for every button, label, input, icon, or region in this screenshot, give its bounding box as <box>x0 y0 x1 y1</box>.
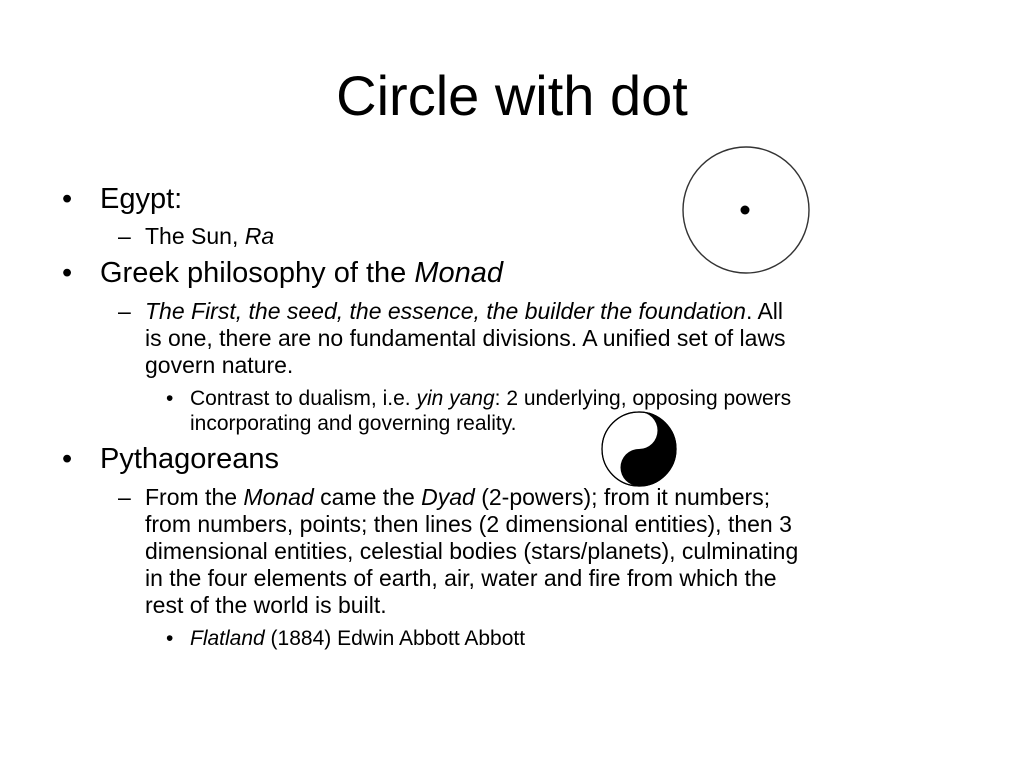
bullet-marker: • <box>166 387 174 410</box>
italic-text: The First, the seed, the essence, the builder the foundation <box>145 298 746 324</box>
dash-marker: – <box>118 223 131 249</box>
bullet-marker: • <box>62 443 73 475</box>
text: From the <box>145 484 244 510</box>
text: Greek philosophy of the <box>100 257 415 289</box>
bullet-text: Egypt: <box>100 183 183 215</box>
text-line <box>145 484 995 511</box>
slide-title: Circle with dot <box>336 64 688 127</box>
text: : 2 underlying, opposing powers <box>494 387 792 410</box>
text-line: from numbers, points; then lines (2 dimensional entities), then 3 <box>145 511 792 537</box>
text: (1884) Edwin Abbott Abbott <box>264 627 526 650</box>
sub-sub-bullet-text <box>190 386 990 436</box>
bullet-text <box>100 256 503 290</box>
sub-bullet-text <box>145 298 965 379</box>
italic-text: Monad <box>414 257 504 289</box>
bullet-text: Pythagoreans <box>100 443 279 475</box>
text-line <box>190 386 990 411</box>
italic-text: Dyad <box>421 484 475 510</box>
text-line: dimensional entities, celestial bodies (stars/planets), culminating <box>145 538 799 564</box>
italic-text: Monad <box>243 484 314 510</box>
dash-marker: – <box>118 484 131 510</box>
text: (2-powers); from it numbers; <box>474 484 771 510</box>
circle-with-dot-icon <box>681 146 813 276</box>
text-line: in the four elements of earth, air, water and fire from which the <box>145 565 777 591</box>
bullet-marker: • <box>166 627 174 650</box>
italic-text: Flatland <box>190 627 265 650</box>
text: came the <box>313 484 422 510</box>
dash-marker: – <box>118 298 131 324</box>
text-line: is one, there are no fundamental divisions. A unified set of laws <box>145 325 786 351</box>
italic-text: Ra <box>244 223 275 249</box>
text: . All <box>745 298 784 324</box>
bullet-marker: • <box>62 183 73 215</box>
text-line <box>145 298 965 325</box>
text: Contrast to dualism, i.e. <box>190 387 417 410</box>
text-line: incorporating and governing reality. <box>190 412 517 435</box>
text-line: govern nature. <box>145 352 294 378</box>
bullet-marker: • <box>62 257 73 289</box>
italic-text: yin yang <box>416 387 495 410</box>
text: The Sun, <box>145 223 245 249</box>
sub-bullet-text <box>145 484 995 619</box>
sub-sub-bullet-text <box>190 626 525 651</box>
text-line: rest of the world is built. <box>145 592 387 618</box>
sub-bullet-text <box>145 223 274 250</box>
